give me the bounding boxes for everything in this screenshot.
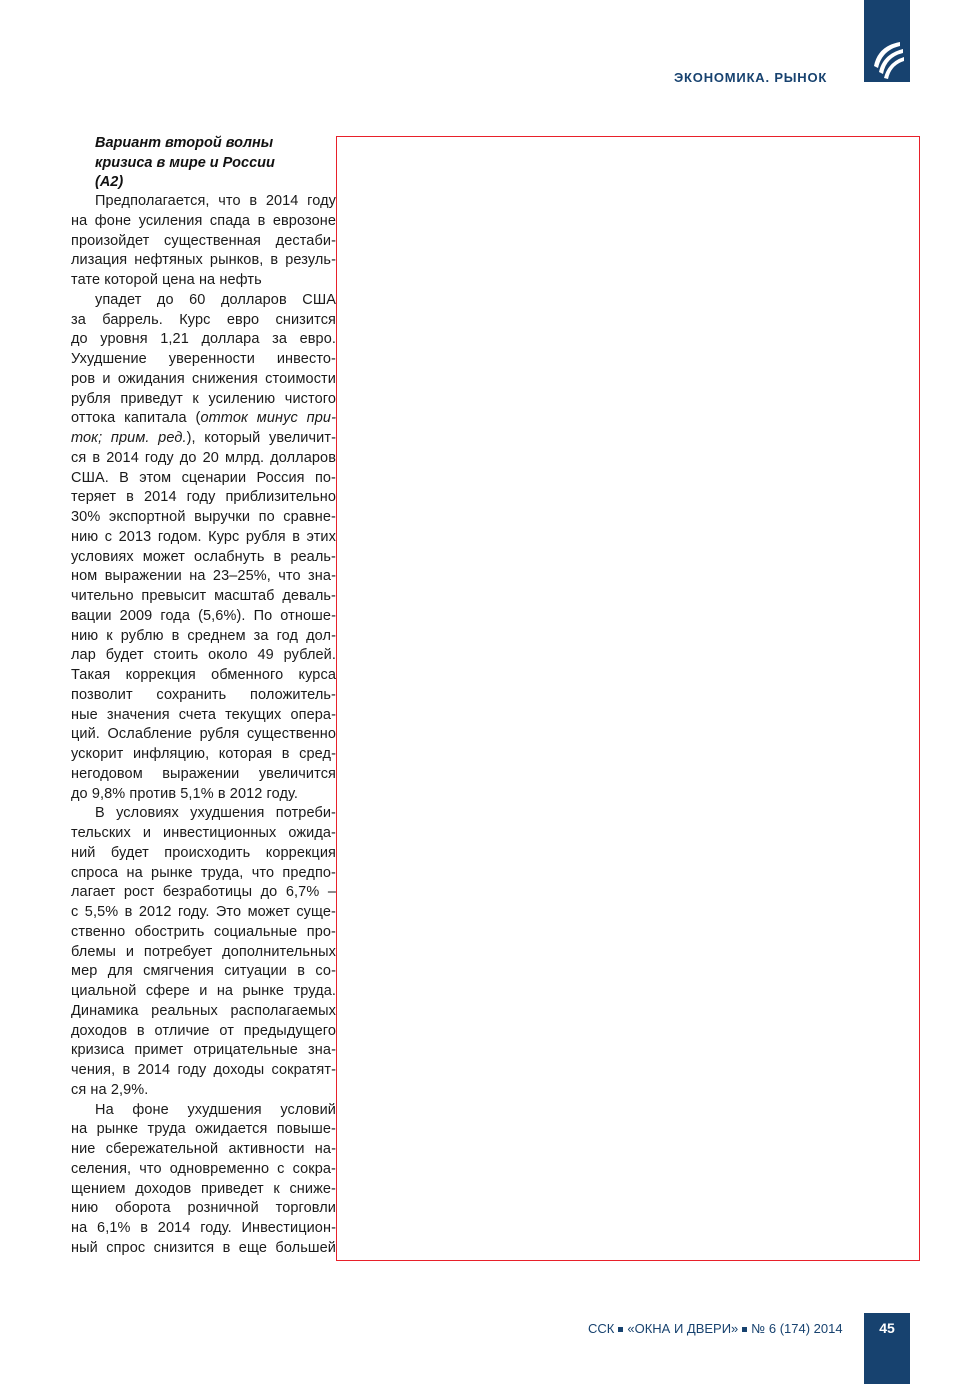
text-line: Такая коррекция обменного курса [71, 667, 336, 683]
footer-publisher: ССК [588, 1321, 615, 1336]
text-line: тате которой цена на нефть [71, 272, 262, 288]
text-line: тельских и инвестиционных ожида- [71, 825, 336, 841]
section-title: ЭКОНОМИКА. РЫНОК [674, 70, 828, 85]
text-line [71, 409, 336, 429]
text-line: на 6,1% в 2014 году. Инвестицион- [71, 1220, 336, 1236]
text-line: на рынке труда ожидается повыше- [71, 1121, 336, 1138]
text-line: ся на 2,9%. [71, 1081, 149, 1098]
text-line: позволит сохранить положитель- [71, 686, 336, 703]
footer-magazine: «ОКНА И ДВЕРИ» [627, 1321, 739, 1336]
text-line: спроса на рынке труда, что предпо- [71, 864, 336, 881]
text-line: лагает рост безработицы до 6,7% – [71, 884, 336, 901]
text-line: упадет до 60 долларов США [95, 291, 336, 308]
text-line: нию к рублю в среднем за год дол- [71, 627, 336, 644]
heading-line: (А2) [95, 174, 124, 191]
text-line: ускорит инфляцию, которая в сред- [71, 746, 336, 762]
page-number-box [864, 1313, 910, 1384]
text-line: негодовом выражении увеличится [71, 765, 336, 782]
text-line: условиях может ослабнуть в реаль- [71, 548, 336, 565]
text-line: до 9,8% против 5,1% в 2012 году. [71, 785, 299, 802]
text-line: лар будет стоить около 49 рублей. [71, 647, 336, 664]
text-line: блемы и потребует дополнительных [71, 943, 336, 960]
text-line [71, 429, 336, 449]
text-line: На фоне ухудшения условий [95, 1101, 336, 1118]
text-line: ственно обострить социальные про- [71, 923, 336, 940]
figure-placeholder-frame [336, 136, 920, 1261]
text-line: ном выражении на 23–25%, что зна- [71, 568, 336, 585]
text-segment: оттока капитала ( [71, 410, 201, 427]
text-line: с 5,5% в 2012 году. Это может суще- [71, 904, 336, 920]
bullet-square-icon [742, 1327, 747, 1332]
text-line: мер для смягчения ситуации в со- [71, 963, 336, 980]
text-line: до уровня 1,21 доллара за евро. [71, 331, 336, 348]
text-line: ров и ожидания снижения стоимости [71, 370, 336, 387]
text-line: селения, что одновременно с сокра- [71, 1160, 336, 1177]
article-subheading [95, 134, 275, 193]
text-line: Ухудшение уверенности инвесто- [71, 351, 336, 367]
text-line: чения, в 2014 году доходы сократят- [71, 1062, 336, 1078]
text-line: лизация нефтяных рынков, в резуль- [71, 252, 336, 269]
text-line: ние сбережательной активности на- [71, 1141, 336, 1157]
heading-line: Вариант второй волны [95, 135, 274, 151]
text-line: В условиях ухудшения потреби- [95, 805, 336, 822]
text-line: ний будет происходить коррекция [71, 844, 336, 861]
footer-issue: № 6 (174) 2014 [751, 1321, 843, 1336]
text-line: кризиса примет отрицательные зна- [71, 1042, 336, 1059]
text-line: на фоне усиления спада в еврозоне [71, 212, 336, 229]
heading-line: кризиса в мире и России [95, 154, 275, 171]
text-line: произойдет существенная дестаби- [71, 232, 336, 249]
text-line: чительно превысит масштаб деваль- [71, 588, 336, 604]
page-number: 45 [879, 1320, 895, 1336]
text-line: нию с 2013 годом. Курс рубля в этих [71, 528, 336, 545]
text-line: ций. Ослабление рубля существенно [71, 726, 336, 743]
text-line: Предполагается, что в 2014 году [95, 193, 336, 209]
text-line: за баррель. Курс евро снизится [71, 311, 336, 328]
text-line: щением доходов приведет к сниже- [71, 1180, 336, 1197]
footer-publication [588, 1321, 843, 1336]
text-line: ный спрос снизится в еще большей [71, 1239, 336, 1256]
text-line: Динамика реальных располагаемых [71, 1002, 336, 1019]
text-line: вации 2009 года (5,6%). По отноше- [71, 607, 336, 624]
logo-icon [870, 36, 904, 80]
text-line: ные значения счета текущих опера- [71, 706, 336, 723]
text-line: циальной сфере и на рынке труда. [71, 983, 336, 999]
text-line: рубля приведут к усилению чистого [71, 390, 336, 407]
italic-text: отток минус при- [200, 410, 336, 427]
text-line: ся в 2014 году до 20 млрд. долларов [71, 449, 336, 466]
text-line: США. В этом сценарии Россия по- [71, 469, 336, 486]
text-line: доходов в отличие от предыдущего [71, 1022, 336, 1039]
text-line: теряет в 2014 году приблизительно [71, 489, 336, 506]
article-text-column [71, 192, 336, 1259]
text-line: нию оборота розничной торговли [71, 1200, 336, 1217]
text-segment: ), который увеличит- [186, 430, 337, 446]
text-line: 30% экспортной выручки по сравне- [71, 509, 336, 525]
bullet-square-icon [618, 1327, 623, 1332]
logo [864, 0, 910, 82]
italic-text: ток; прим. ред. [71, 430, 187, 446]
